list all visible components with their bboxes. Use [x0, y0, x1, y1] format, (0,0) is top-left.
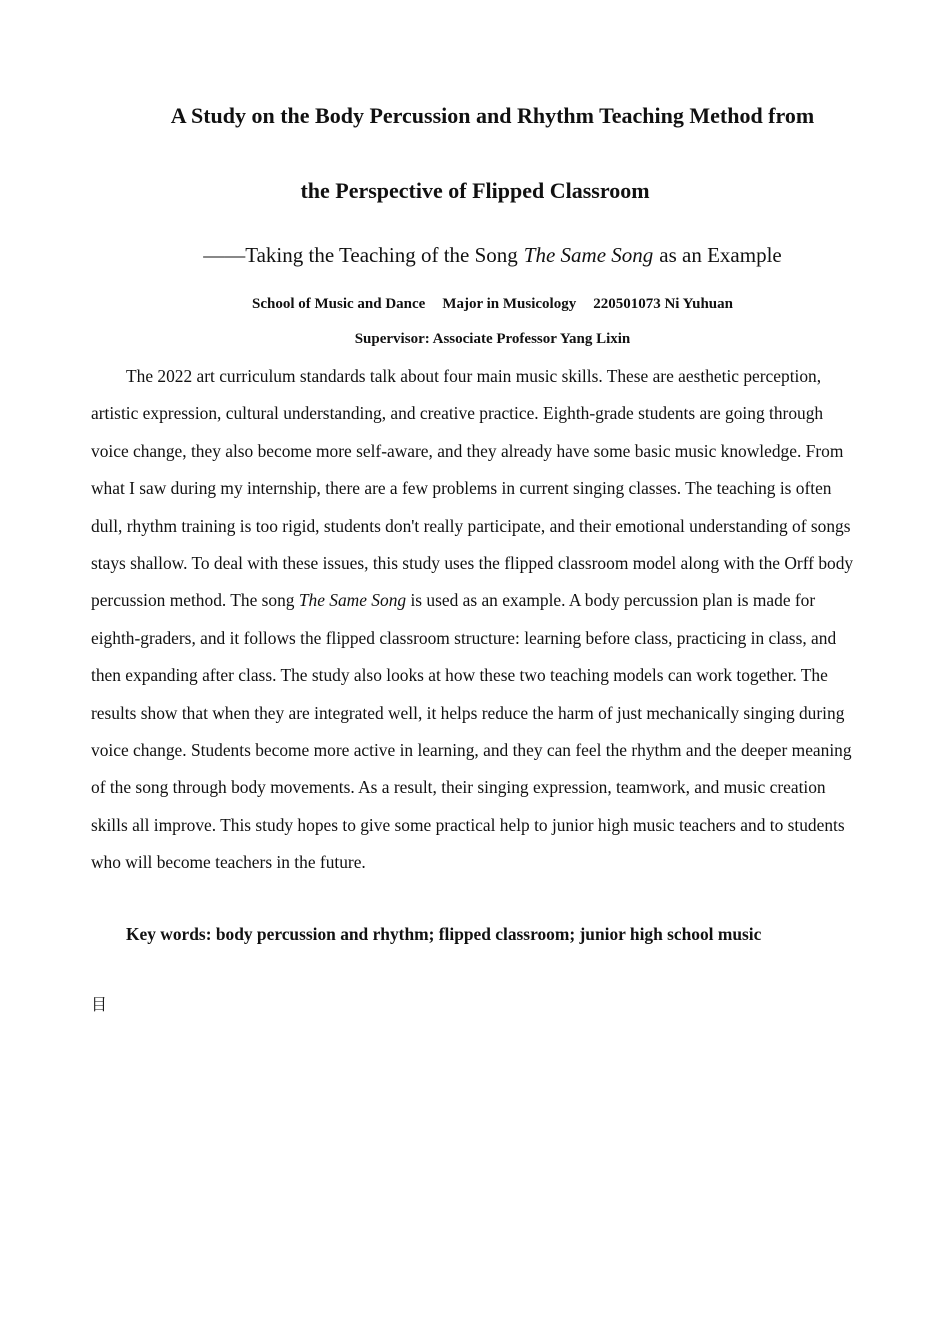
major-name: Major in Musicology	[442, 296, 577, 312]
abstract-text-part-2: is used as an example. A body percussion plan is made for eighth-graders, and it follows the flipped classroom structure: learning before class, practicing in class, and then expanding after class. The study also looks at how these two teaching models can work together. The results show that when they are integrated well, it helps reduce the harm of just mechanically singing during voice change. Students become more active in learning, and they can feel the rhythm and the deeper meaning of the song through body movements. As a result, their singing expression, teamwork, and music creation skills all improve. This study hopes to give some practical help to junior high music teachers and to students who will become teachers in the future.	[91, 590, 852, 873]
abstract-text-part-1: The 2022 art curriculum standards talk about four main music skills. These are aesthetic perception, artistic expression, cultural understanding, and creative practice. Eighth-grade students are going through voice change, they also become more self-aware, and they already have some basic music knowledge. From what I saw during my internship, there are a few problems in current singing classes. The teaching is often dull, rhythm training is too rigid, students don't really participate, and their emotional understanding of songs stays shallow. To deal with these issues, this study uses the flipped classroom model along with the Orff body percussion method. The song	[91, 366, 854, 611]
title-line-2: the Perspective of Flipped Classroom	[300, 178, 650, 203]
abstract-song-title: The Same Song	[298, 590, 407, 611]
subtitle	[0, 240, 950, 270]
supervisor-info: Supervisor: Associate Professor Yang Lixin	[354, 331, 631, 347]
author-info	[0, 294, 950, 314]
keywords-line: Key words: body percussion and rhythm; flipped classroom; junior high school music	[126, 924, 762, 944]
school-name: School of Music and Dance	[251, 296, 426, 312]
abstract-paragraph	[91, 358, 859, 882]
title-line-1: A Study on the Body Percussion and Rhythm Teaching Method from	[170, 103, 815, 128]
subtitle-song-title: The Same Song	[523, 243, 654, 267]
subtitle-prefix: ——Taking the Teaching of the Song	[203, 243, 518, 267]
subtitle-suffix: as an Example	[659, 243, 782, 267]
student-id-name: 220501073 Ni Yuhuan	[593, 296, 733, 312]
table-of-contents-heading: 目	[91, 995, 108, 1014]
